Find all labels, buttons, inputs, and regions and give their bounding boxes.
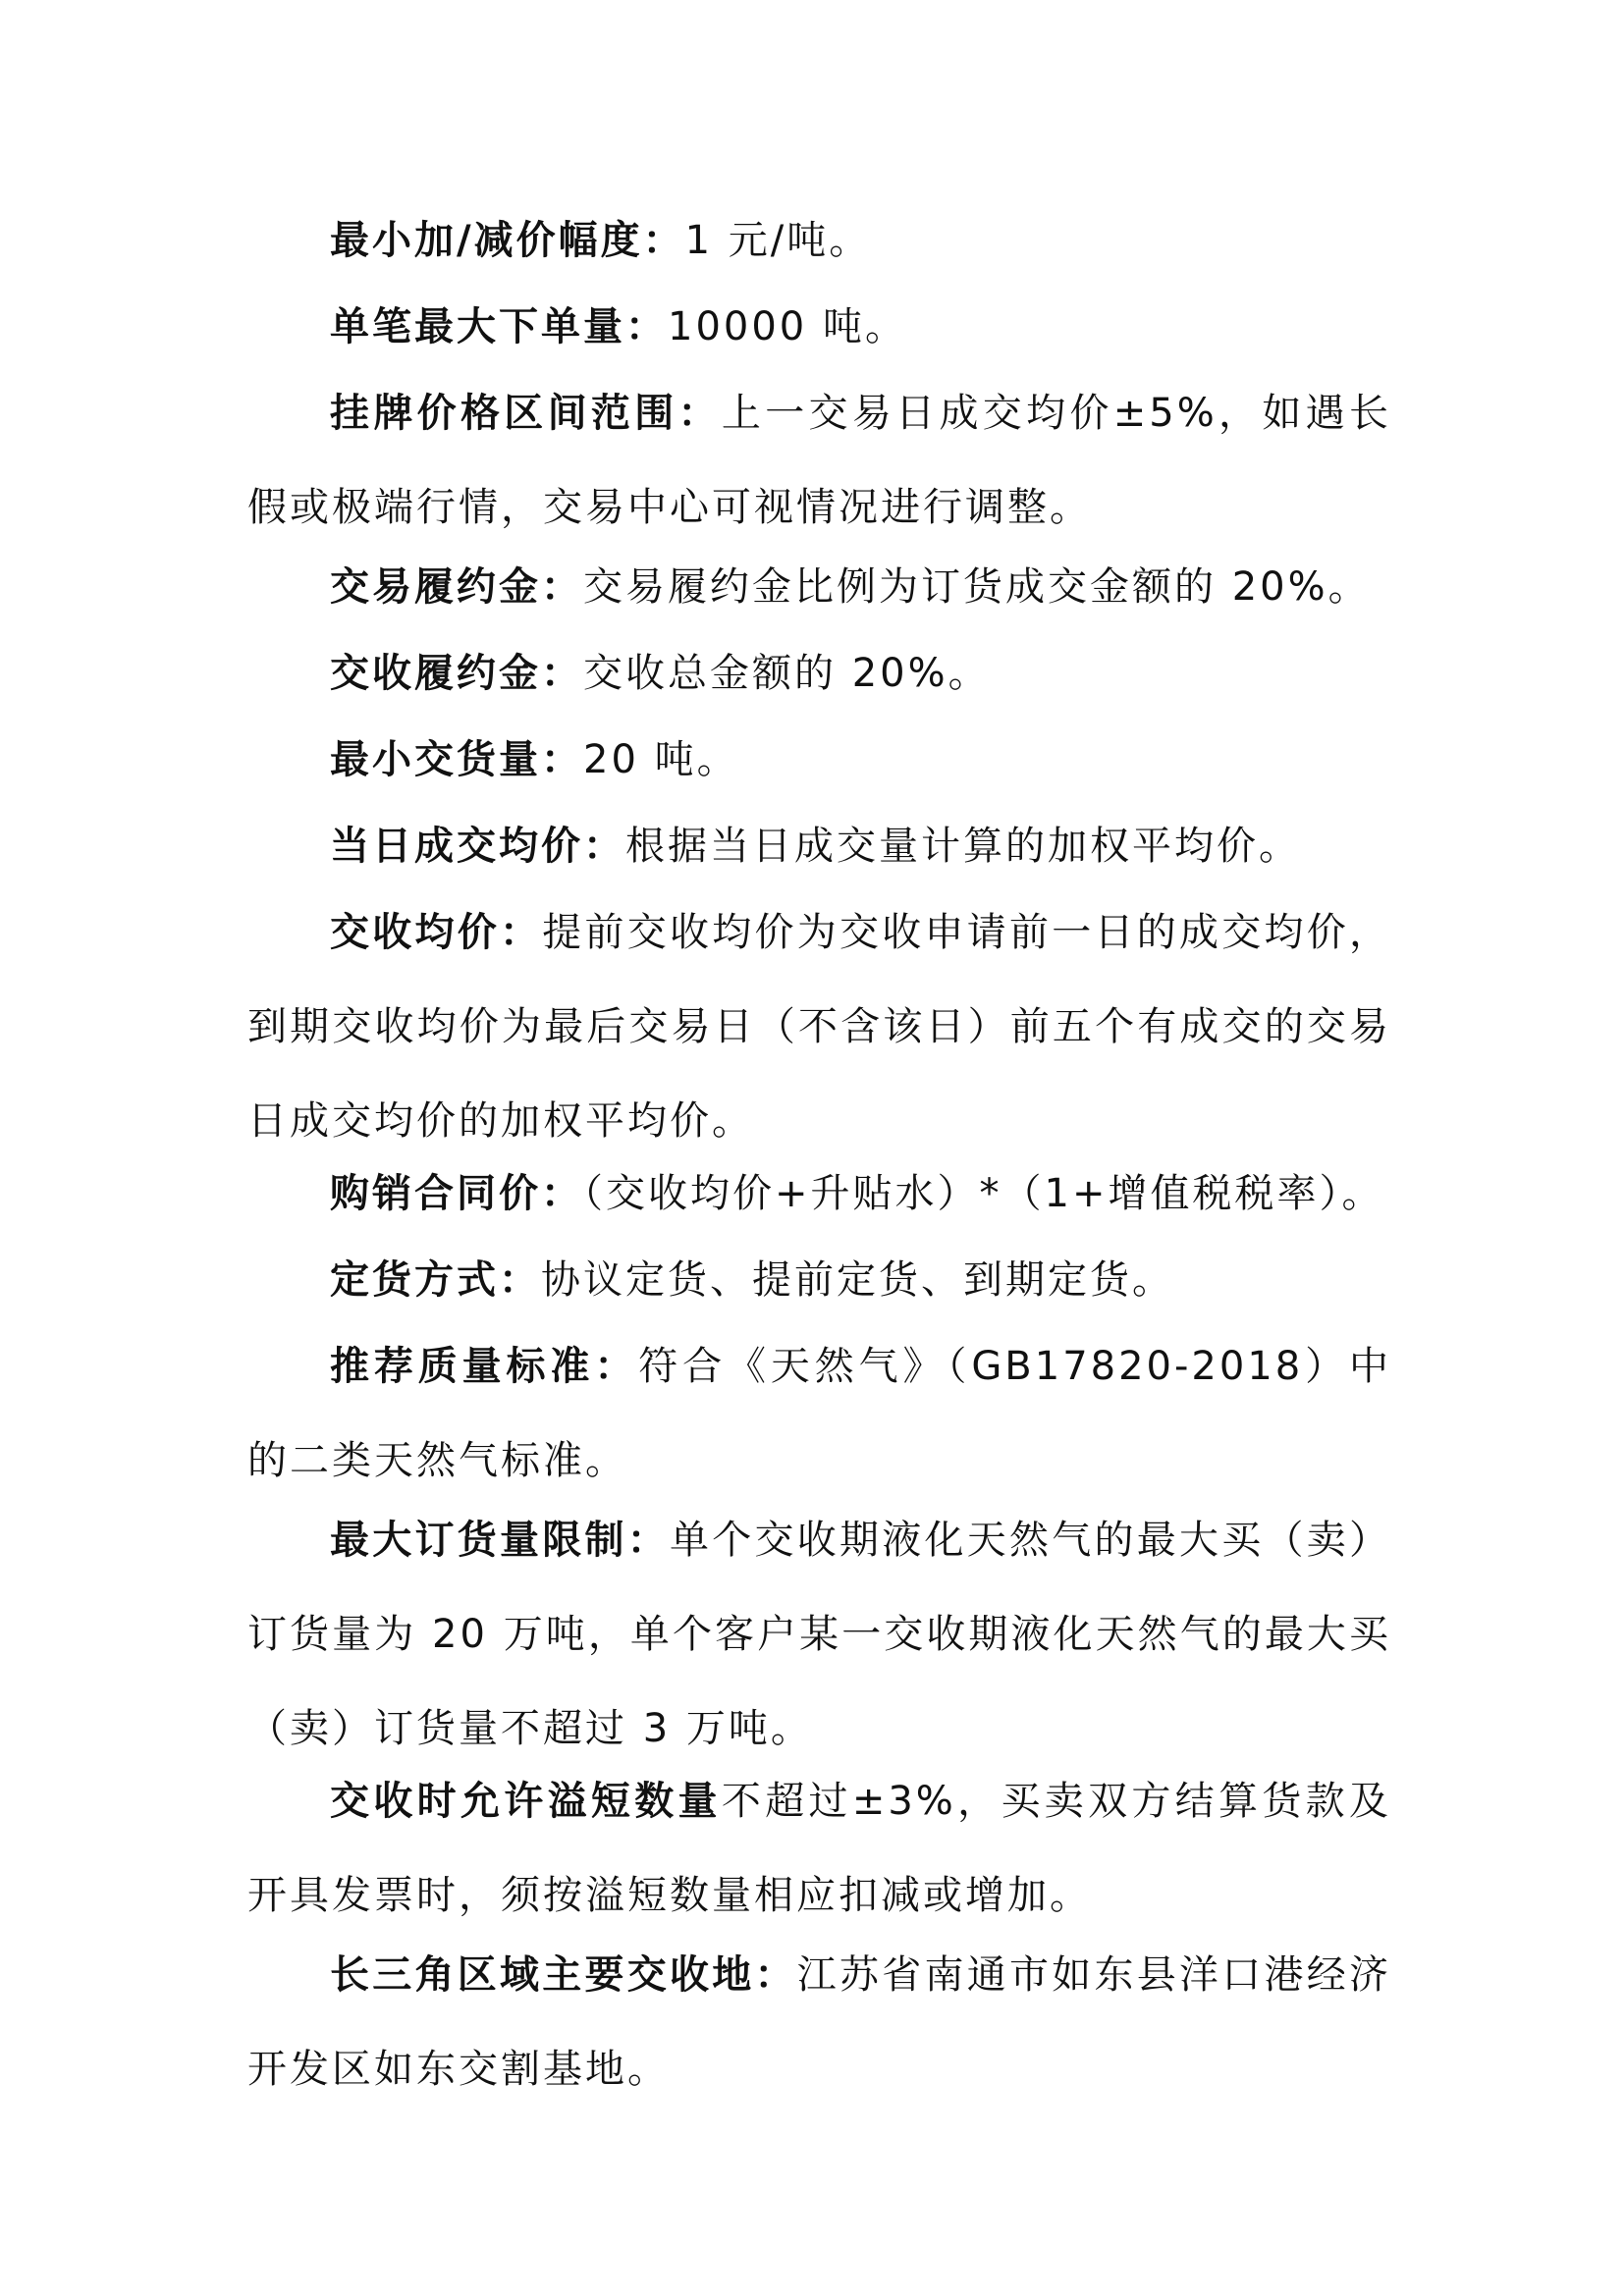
paragraph-max-order-limit bbox=[247, 1493, 1391, 1776]
paragraph-trade-deposit bbox=[247, 540, 1391, 634]
paragraph-label: 最小加/减价幅度： bbox=[330, 218, 685, 263]
paragraph-text: 提前交收均价为交收申请前一日的成交均价，到期交收均价为最后交易日（不含该日）前五个有成交的交易日成交均价的加权平均价。 bbox=[247, 910, 1391, 1144]
paragraph-text: 交易履约金比例为订货成交金额的 20%。 bbox=[583, 564, 1371, 610]
paragraph-text: 交收总金额的 20%。 bbox=[583, 651, 991, 696]
paragraph-delivery-location bbox=[247, 1928, 1391, 2116]
paragraph-text: 单个交收期液化天然气的最大买（卖）订货量为 20 万吨，单个客户某一交收期液化天然气的最大买（卖）订货量不超过 3 万吨。 bbox=[247, 1518, 1391, 1751]
paragraph-price-range bbox=[247, 366, 1391, 555]
paragraph-text: 根据当日成交量计算的加权平均价。 bbox=[625, 824, 1301, 869]
paragraph-delivery-deposit bbox=[247, 626, 1391, 721]
paragraph-min-delivery bbox=[247, 713, 1391, 807]
paragraph-label: 交易履约金： bbox=[330, 564, 583, 610]
paragraph-text: 20 吨。 bbox=[583, 737, 739, 782]
paragraph-order-method bbox=[247, 1233, 1391, 1327]
paragraph-label: 推荐质量标准： bbox=[330, 1344, 639, 1389]
paragraph-delivery-avg-price bbox=[247, 885, 1391, 1168]
paragraph-max-order-size bbox=[247, 280, 1391, 374]
paragraph-label: 交收均价： bbox=[330, 910, 543, 955]
paragraph-label: 当日成交均价： bbox=[330, 824, 625, 869]
paragraph-daily-avg-price bbox=[247, 799, 1391, 893]
paragraph-label: 交收时允许溢短数量 bbox=[330, 1779, 722, 1824]
paragraph-overshort-tolerance bbox=[247, 1754, 1391, 1943]
paragraph-label: 定货方式： bbox=[330, 1257, 541, 1303]
paragraph-label: 交收履约金： bbox=[330, 651, 583, 696]
paragraph-quality-standard bbox=[247, 1319, 1391, 1508]
paragraph-text: 江苏省南通市如东县洋口港经济开发区如东交割基地。 bbox=[247, 1952, 1391, 2092]
paragraph-contract-price bbox=[247, 1147, 1391, 1241]
paragraph-label: 最小交货量： bbox=[330, 737, 583, 782]
paragraph-label: 购销合同价： bbox=[330, 1171, 583, 1216]
paragraph-label: 单笔最大下单量： bbox=[330, 304, 668, 349]
paragraph-text: 符合《天然气》（GB17820-2018）中的二类天然气标准。 bbox=[247, 1344, 1392, 1483]
paragraph-label: 长三角区域主要交收地： bbox=[330, 1952, 797, 1998]
paragraph-text: 不超过±3%，买卖双方结算货款及开具发票时，须按溢短数量相应扣减或增加。 bbox=[247, 1779, 1391, 1918]
paragraph-text: （交收均价+升贴水）*（1+增值税税率）。 bbox=[583, 1171, 1384, 1216]
paragraph-text: 10000 吨。 bbox=[668, 304, 907, 349]
paragraph-text: 上一交易日成交均价±5%，如遇长假或极端行情，交易中心可视情况进行调整。 bbox=[247, 391, 1391, 530]
paragraph-min-price-step bbox=[247, 193, 1391, 288]
paragraph-label: 最大订货量限制： bbox=[330, 1518, 670, 1563]
paragraph-text: 协议定货、提前定货、到期定货。 bbox=[541, 1257, 1174, 1303]
paragraph-label: 挂牌价格区间范围： bbox=[330, 391, 722, 436]
paragraph-text: 1 元/吨。 bbox=[684, 218, 872, 263]
